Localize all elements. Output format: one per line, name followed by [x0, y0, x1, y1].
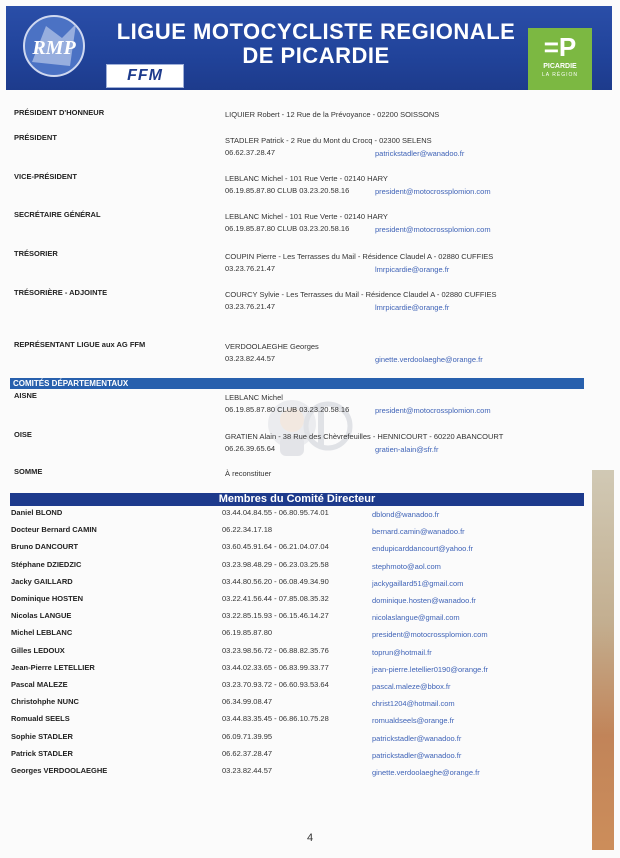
- member-email[interactable]: bernard.camin@wanadoo.fr: [372, 527, 465, 536]
- officer-email[interactable]: lmrpicardie@orange.fr: [375, 265, 450, 274]
- page-header: [6, 6, 612, 90]
- member-email[interactable]: dominique.hosten@wanadoo.fr: [372, 596, 476, 605]
- member-email[interactable]: endupicarddancourt@yahoo.fr: [372, 544, 474, 553]
- officer-label: PRÉSIDENT: [14, 133, 57, 142]
- member-email[interactable]: nicolaslangue@gmail.com: [372, 613, 460, 622]
- officer-email[interactable]: ginette.verdoolaeghe@orange.fr: [375, 355, 483, 364]
- officer-line1: LEBLANC Michel - 101 Rue Verte - 02140 HARY: [225, 174, 388, 183]
- officer-line2: 03.23.82.44.57: [225, 354, 276, 363]
- member-name: Jacky GAILLARD: [11, 577, 73, 586]
- officer-line1: COUPIN Pierre - Les Terrasses du Mail - Résidence Claudel A - 02880 CUFFIES: [225, 252, 494, 261]
- comite-email[interactable]: gratien-alain@sfr.fr: [375, 445, 439, 454]
- officer-line1: VERDOOLAEGHE Georges: [225, 342, 319, 351]
- member-name: Michel LEBLANC: [11, 628, 73, 637]
- member-phone: 03.22.85.15.93 - 06.15.46.14.27: [222, 611, 329, 620]
- member-email[interactable]: ginette.verdoolaeghe@orange.fr: [372, 768, 480, 777]
- comite-line2: 06.19.85.87.80 CLUB 03.23.20.58.16: [225, 405, 350, 414]
- membres-heading: Membres du Comité Directeur: [218, 493, 376, 505]
- member-phone: 06.09.71.39.95: [222, 732, 273, 741]
- page-title: [106, 20, 526, 68]
- comites-heading: COMITÉS DÉPARTEMENTAUX: [13, 379, 129, 388]
- picardie-sub: LA RÉGION: [542, 72, 578, 78]
- comite-line1: À reconstituer: [225, 469, 272, 478]
- member-email[interactable]: jackygaillard51@gmail.com: [372, 579, 464, 588]
- member-phone: 03.44.04.84.55 - 06.80.95.74.01: [222, 508, 329, 517]
- comite-line1: LEBLANC Michel: [225, 393, 283, 402]
- officer-line1: LIQUIER Robert - 12 Rue de la Prévoyance - 02200 SOISSONS: [225, 110, 440, 119]
- title-line-1: LIGUE MOTOCYCLISTE REGIONALE: [116, 19, 516, 44]
- member-name: Sophie STADLER: [11, 732, 73, 741]
- member-phone: 03.44.80.56.20 - 06.08.49.34.90: [222, 577, 329, 586]
- officer-email[interactable]: president@motocrossplomion.com: [375, 187, 491, 196]
- member-email[interactable]: patrickstadler@wanadoo.fr: [372, 734, 462, 743]
- officer-email[interactable]: patrickstadler@wanadoo.fr: [375, 149, 465, 158]
- officer-line2: 06.62.37.28.47: [225, 148, 276, 157]
- member-phone: 03.22.41.56.44 - 07.85.08.35.32: [222, 594, 329, 603]
- member-email[interactable]: jean-pierre.letellier0190@orange.fr: [372, 665, 489, 674]
- officer-email[interactable]: president@motocrossplomion.com: [375, 225, 491, 234]
- member-name: Daniel BLOND: [11, 508, 63, 517]
- officer-label: VICE-PRÉSIDENT: [14, 172, 77, 181]
- picardie-mark-icon: =P: [543, 32, 577, 62]
- officer-email[interactable]: lmrpicardie@orange.fr: [375, 303, 450, 312]
- member-email[interactable]: president@motocrossplomion.com: [372, 630, 488, 639]
- ffm-logo-text: FFM: [127, 67, 163, 84]
- member-phone: 03.60.45.91.64 - 06.21.04.07.04: [222, 542, 329, 551]
- member-name: Patrick STADLER: [11, 749, 73, 758]
- member-email[interactable]: dblond@wanadoo.fr: [372, 510, 440, 519]
- officer-label: TRÉSORIÈRE - ADJOINTE: [14, 288, 108, 297]
- officer-line1: LEBLANC Michel - 101 Rue Verte - 02140 HARY: [225, 212, 388, 221]
- comite-line2: 06.26.39.65.64: [225, 444, 276, 453]
- track-photo-edge: [592, 470, 614, 850]
- member-phone: 03.44.83.35.45 - 06.86.10.75.28: [222, 714, 329, 723]
- member-phone: 06.22.34.17.18: [222, 525, 273, 534]
- officer-line2: 03.23.76.21.47: [225, 302, 276, 311]
- officer-line1: STADLER Patrick - 2 Rue du Mont du Crocq - 02300 SELENS: [225, 136, 432, 145]
- svg-text:RMP: RMP: [32, 37, 76, 59]
- page-number: 4: [306, 832, 314, 844]
- member-email[interactable]: romualdseels@orange.fr: [372, 716, 455, 725]
- membres-header: [10, 493, 584, 506]
- member-name: Bruno DANCOURT: [11, 542, 79, 551]
- officer-label: PRÉSIDENT D'HONNEUR: [14, 108, 105, 117]
- member-name: Nicolas LANGUE: [11, 611, 72, 620]
- member-name: Docteur Bernard CAMIN: [11, 525, 97, 534]
- member-name: Pascal MALEZE: [11, 680, 68, 689]
- member-phone: 03.23.70.93.72 - 06.60.93.53.64: [222, 680, 329, 689]
- member-phone: 06.34.99.08.47: [222, 697, 273, 706]
- member-phone: 06.19.85.87.80: [222, 628, 273, 637]
- member-email[interactable]: patrickstadler@wanadoo.fr: [372, 751, 462, 760]
- member-phone: 03.23.82.44.57: [222, 766, 273, 775]
- member-name: Jean-Pierre LETELLIER: [11, 663, 95, 672]
- officer-label: SECRÉTAIRE GÉNÉRAL: [14, 210, 101, 219]
- member-phone: 03.23.98.56.72 - 06.88.82.35.76: [222, 646, 329, 655]
- picardie-logo: [528, 28, 592, 90]
- member-email[interactable]: toprun@hotmail.fr: [372, 648, 432, 657]
- member-phone: 03.23.98.48.29 - 06.23.03.25.58: [222, 560, 329, 569]
- member-name: Dominique HOSTEN: [11, 594, 84, 603]
- comite-line1: GRATIEN Alain - 38 Rue des Chèvrefeuilles - HENNICOURT - 60220 ABANCOURT: [225, 432, 504, 441]
- member-name: Stéphane DZIEDZIC: [11, 560, 82, 569]
- officer-line2: 06.19.85.87.80 CLUB 03.23.20.58.16: [225, 186, 350, 195]
- member-email[interactable]: stephmoto@aol.com: [372, 562, 441, 571]
- officer-line2: 03.23.76.21.47: [225, 264, 276, 273]
- picardie-name: PICARDIE: [543, 63, 577, 70]
- member-email[interactable]: christ1204@hotmail.com: [372, 699, 455, 708]
- title-line-2: DE PICARDIE: [242, 43, 390, 68]
- member-phone: 06.62.37.28.47: [222, 749, 273, 758]
- officer-label: REPRÉSENTANT LIGUE aux AG FFM: [14, 340, 146, 349]
- comite-label: OISE: [14, 430, 32, 439]
- officer-label: TRÉSORIER: [14, 249, 58, 258]
- member-name: Gilles LEDOUX: [11, 646, 65, 655]
- lmrp-logo-icon: [18, 12, 90, 82]
- officer-line1: COURCY Sylvie - Les Terrasses du Mail - Résidence Claudel A - 02880 CUFFIES: [225, 290, 497, 299]
- member-name: Romuald SEELS: [11, 714, 70, 723]
- member-email[interactable]: pascal.maleze@bbox.fr: [372, 682, 451, 691]
- officer-line2: 06.19.85.87.80 CLUB 03.23.20.58.16: [225, 224, 350, 233]
- member-name: Christohphe NUNC: [11, 697, 79, 706]
- comite-email[interactable]: president@motocrossplomion.com: [375, 406, 491, 415]
- member-phone: 03.44.02.33.65 - 06.83.99.33.77: [222, 663, 329, 672]
- comite-label: SOMME: [14, 467, 43, 476]
- comite-label: AISNE: [14, 391, 37, 400]
- member-name: Georges VERDOOLAEGHE: [11, 766, 108, 775]
